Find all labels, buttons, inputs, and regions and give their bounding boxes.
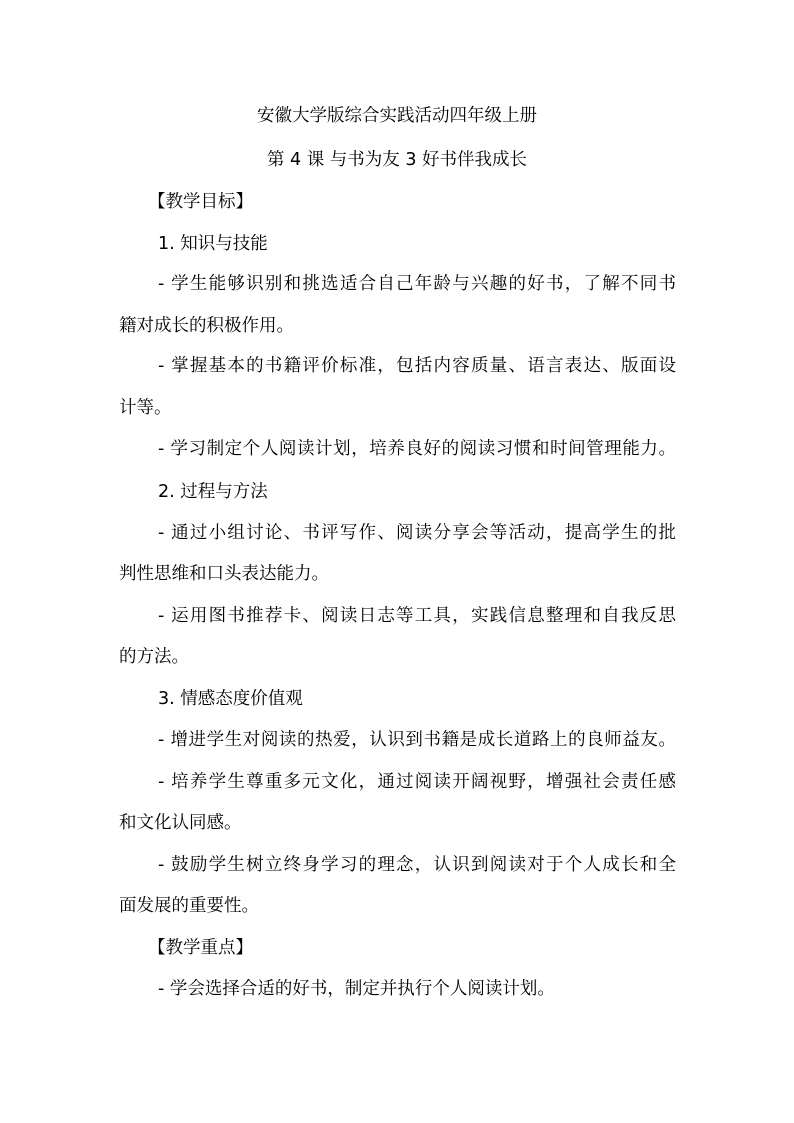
subsection-heading-values: 3. 情感态度价值观 <box>158 689 303 709</box>
paragraph-line: - 学会选择合适的好书，制定并执行个人阅读计划。 <box>158 979 555 999</box>
paragraph-line: - 通过小组讨论、书评写作、阅读分享会等活动，提高学生的批 <box>158 523 676 543</box>
paragraph-line: 面发展的重要性。 <box>119 896 259 916</box>
paragraph-line: - 学生能够识别和挑选适合自己年龄与兴趣的好书，了解不同书 <box>158 274 676 294</box>
document-title: 安徽大学版综合实践活动四年级上册 <box>257 106 537 126</box>
paragraph-line: - 鼓励学生树立终身学习的理念，认识到阅读对于个人成长和全 <box>158 855 676 875</box>
subsection-heading-knowledge: 1. 知识与技能 <box>158 234 268 254</box>
paragraph-line: 计等。 <box>119 398 172 418</box>
paragraph-line: - 掌握基本的书籍评价标准，包括内容质量、语言表达、版面设 <box>158 356 676 376</box>
subsection-heading-process: 2. 过程与方法 <box>158 482 268 502</box>
paragraph-line: 判性思维和口头表达能力。 <box>119 564 329 584</box>
paragraph-line: - 增进学生对阅读的热爱，认识到书籍是成长道路上的良师益友。 <box>158 730 676 750</box>
paragraph-line: - 学习制定个人阅读计划，培养良好的阅读习惯和时间管理能力。 <box>158 439 676 459</box>
paragraph-line: 和文化认同感。 <box>119 813 242 833</box>
paragraph-line: 籍对成长的积极作用。 <box>119 316 294 336</box>
document-subtitle: 第 4 课 与书为友 3 好书伴我成长 <box>266 150 528 170</box>
section-heading-key-points: 【教学重点】 <box>148 938 253 958</box>
paragraph-line: 的方法。 <box>119 647 189 667</box>
section-heading-objectives: 【教学目标】 <box>148 192 253 212</box>
paragraph-line: - 运用图书推荐卡、阅读日志等工具，实践信息整理和自我反思 <box>158 606 676 626</box>
paragraph-line: - 培养学生尊重多元文化，通过阅读开阔视野，增强社会责任感 <box>158 772 676 792</box>
